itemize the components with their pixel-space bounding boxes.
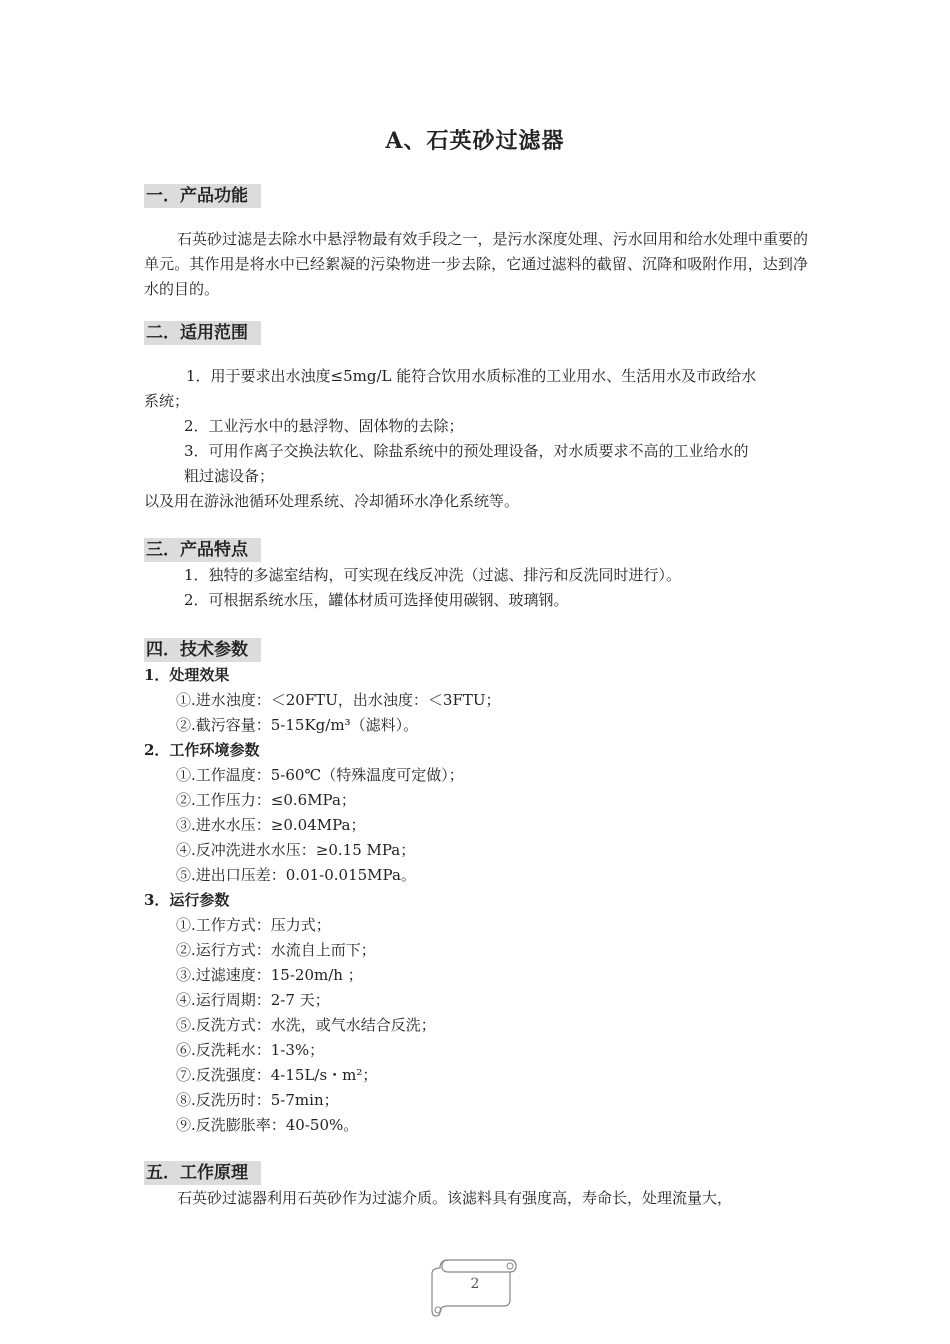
spec-item: ①.工作温度：5-60℃（特殊温度可定做）；	[176, 766, 464, 784]
spec-item: ⑤.反洗方式：水洗，或气水结合反洗；	[176, 1016, 436, 1034]
scope-item-2: 2．工业污水中的悬浮物、固体物的去除；	[184, 417, 464, 435]
section-heading-features: 三．产品特点	[144, 538, 261, 562]
section-heading-scope: 二．适用范围	[144, 321, 261, 345]
spec-item: ②.截污容量：5-15Kg/m³（滤料）。	[176, 716, 419, 734]
spec-item: ②.运行方式：水流自上而下；	[176, 941, 376, 959]
spec-item: ⑦.反洗强度：4-15L/s・m²；	[176, 1066, 378, 1084]
section-heading-principle: 五．工作原理	[144, 1161, 261, 1185]
spec-item: ④.反冲洗进水水压：≥0.15 MPa；	[176, 841, 416, 859]
spec-item: ①.进水浊度：＜20FTU，出水浊度：＜3FTU；	[176, 691, 501, 709]
scope-item-3-cont: 粗过滤设备；	[184, 467, 275, 485]
spec-item: ④.运行周期：2-7 天；	[176, 991, 330, 1009]
spec-item: ②.工作压力：≤0.6MPa；	[176, 791, 356, 809]
page-number: 2	[470, 1276, 480, 1292]
spec-item: ①.工作方式：压力式；	[176, 916, 331, 934]
scope-item-3: 3．可用作离子交换法软化、除盐系统中的预处理设备，对水质要求不高的工业给水的	[184, 442, 749, 460]
spec-item: ⑤.进出口压差：0.01-0.015MPa。	[176, 866, 416, 884]
feature-item-2: 2．可根据系统水压，罐体材质可选择使用碳钢、玻璃钢。	[184, 591, 569, 609]
section-body-function: 石英砂过滤是去除水中悬浮物最有效手段之一，是污水深度处理、污水回用和给水处理中重要的单元。其作用是将水中已经絮凝的污染物进一步去除，它通过滤料的截留、沉降和吸附作用，达到净水的目的。	[144, 230, 808, 298]
scope-item-1-cont: 系统；	[144, 392, 190, 410]
spec-group-title-environment: 2．工作环境参数	[144, 741, 260, 759]
scope-item-1: 1．用于要求出水浊度≤5mg/L 能符合饮用水质标准的工业用水、生活用水及市政给水	[186, 367, 757, 385]
spec-item: ③.过滤速度：15-20m/h ；	[176, 966, 363, 984]
spec-group-title-operation: 3．运行参数	[144, 891, 230, 909]
page-title: A、石英砂过滤器	[385, 128, 565, 154]
feature-item-1: 1．独特的多滤室结构，可实现在线反冲洗（过滤、排污和反洗同时进行）。	[184, 566, 682, 584]
spec-group-title-effect: 1．处理效果	[144, 666, 230, 684]
section-body-principle: 石英砂过滤器利用石英砂作为过滤介质。该滤料具有强度高，寿命长，处理流量大，	[177, 1189, 733, 1207]
spec-item: ⑧.反洗历时：5-7min；	[176, 1091, 339, 1109]
section-heading-function: 一．产品功能	[144, 184, 261, 208]
spec-item: ⑥.反洗耗水：1-3%；	[176, 1041, 325, 1059]
spec-item: ⑨.反洗膨胀率：40-50%。	[176, 1116, 359, 1134]
scope-item-4: 以及用在游泳池循环处理系统、冷却循环水净化系统等。	[144, 492, 520, 510]
spec-item: ③.进水水压：≥0.04MPa；	[176, 816, 366, 834]
section-heading-specs: 四．技术参数	[144, 638, 261, 662]
